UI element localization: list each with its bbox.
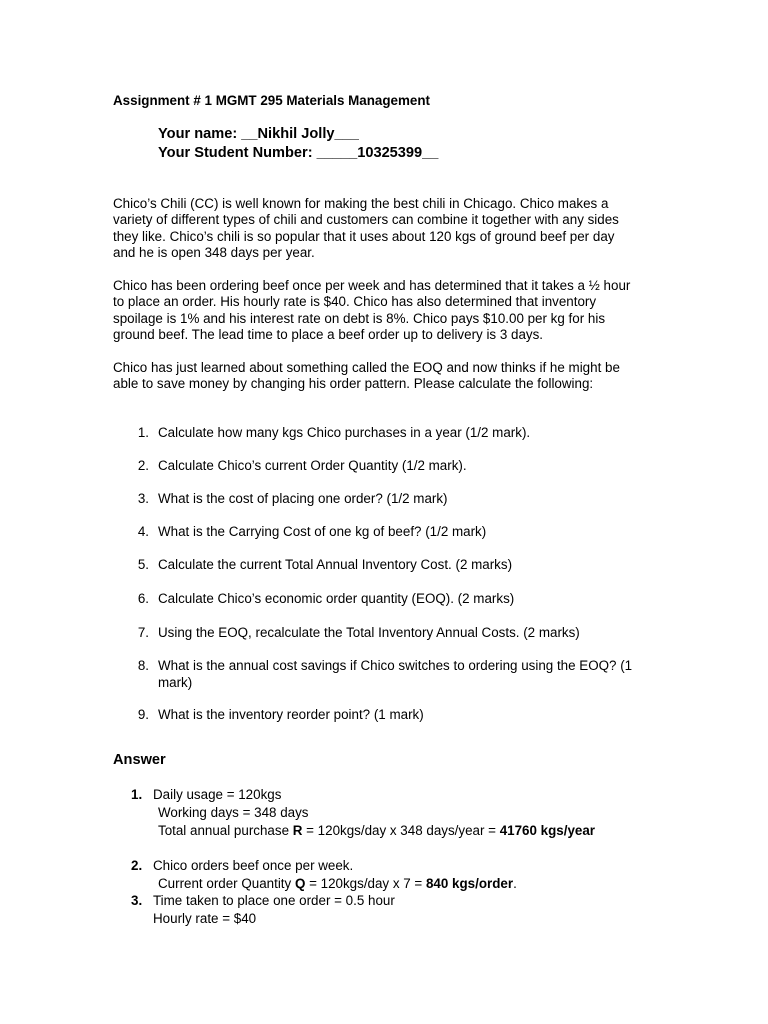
question-text: What is the annual cost savings if Chico switches to ordering using the EOQ? (1 bbox=[158, 658, 633, 673]
question-text: Calculate Chico’s current Order Quantity (1/2 mark). bbox=[158, 458, 467, 473]
student-name: Your name: __Nikhil Jolly___ bbox=[158, 126, 359, 142]
question-text: Calculate Chico’s economic order quantity (EOQ). (2 marks) bbox=[158, 591, 515, 606]
student-number: Your Student Number: _____10325399__ bbox=[158, 145, 439, 161]
details-paragraph bbox=[113, 278, 653, 344]
question-number: 1. bbox=[137, 425, 149, 440]
question-text: What is the Carrying Cost of one kg of beef? (1/2 mark) bbox=[158, 524, 487, 539]
question-number: 8. bbox=[137, 658, 149, 673]
question-text: What is the cost of placing one order? (1/2 mark) bbox=[158, 491, 448, 506]
answer-number: 1. bbox=[131, 787, 143, 802]
paragraph-line: Chico’s Chili (CC) is well known for making the best chili in Chicago. Chico makes a bbox=[113, 196, 609, 211]
question-number: 5. bbox=[137, 557, 149, 572]
paragraph-line: spoilage is 1% and his interest rate on debt is 8%. Chico pays $10.00 per kg for his bbox=[113, 310, 606, 326]
answer-line: Daily usage = 120kgs bbox=[153, 787, 282, 802]
paragraph-line: Chico has just learned about something called the EOQ and now thinks if he might be bbox=[113, 360, 620, 375]
answer-heading: Answer bbox=[113, 752, 166, 768]
question-text: Calculate the current Total Annual Inventory Cost. (2 marks) bbox=[158, 557, 513, 572]
question-number: 7. bbox=[137, 625, 149, 640]
paragraph-line: to place an order. His hourly rate is $40. Chico has also determined that inventory bbox=[113, 294, 597, 310]
answer-number: 2. bbox=[131, 858, 143, 873]
paragraph-line: and he is open 348 days per year. bbox=[113, 245, 315, 261]
question-number: 6. bbox=[137, 591, 149, 606]
question-number: 2. bbox=[137, 458, 149, 473]
answer-line: Chico orders beef once per week. bbox=[153, 858, 354, 873]
question-text: Using the EOQ, recalculate the Total Inventory Annual Costs. (2 marks) bbox=[158, 625, 580, 640]
answer-line: Time taken to place one order = 0.5 hour bbox=[153, 893, 395, 908]
paragraph-line: able to save money by changing his order pattern. Please calculate the following: bbox=[113, 376, 594, 392]
question-number: 3. bbox=[137, 491, 149, 506]
question-text: mark) bbox=[158, 675, 193, 690]
intro-paragraph bbox=[113, 196, 653, 262]
question-text: Calculate how many kgs Chico purchases in a year (1/2 mark). bbox=[158, 425, 531, 440]
paragraph-line: ground beef. The lead time to place a beef order up to delivery is 3 days. bbox=[113, 327, 544, 343]
paragraph-line: they like. Chico’s chili is so popular that it uses about 120 kgs of ground beef per day bbox=[113, 228, 615, 244]
eoq-paragraph bbox=[113, 360, 653, 393]
answer-line: Current order Quantity Q = 120kgs/day x 7 = 840 kgs/order. bbox=[158, 876, 517, 891]
answer-number: 3. bbox=[131, 893, 143, 908]
paragraph-line: variety of different types of chili and customers can combine it together with any sides bbox=[113, 212, 619, 228]
question-text: What is the inventory reorder point? (1 mark) bbox=[158, 707, 424, 722]
assignment-title: Assignment # 1 MGMT 295 Materials Management bbox=[113, 93, 431, 108]
answer-line: Working days = 348 days bbox=[158, 805, 309, 820]
answer-line: Total annual purchase R = 120kgs/day x 348 days/year = 41760 kgs/year bbox=[158, 823, 595, 838]
question-number: 4. bbox=[137, 524, 149, 539]
answer-line: Hourly rate = $40 bbox=[153, 911, 257, 926]
question-number: 9. bbox=[137, 707, 149, 722]
paragraph-line: Chico has been ordering beef once per week and has determined that it takes a ½ hour bbox=[113, 278, 631, 293]
